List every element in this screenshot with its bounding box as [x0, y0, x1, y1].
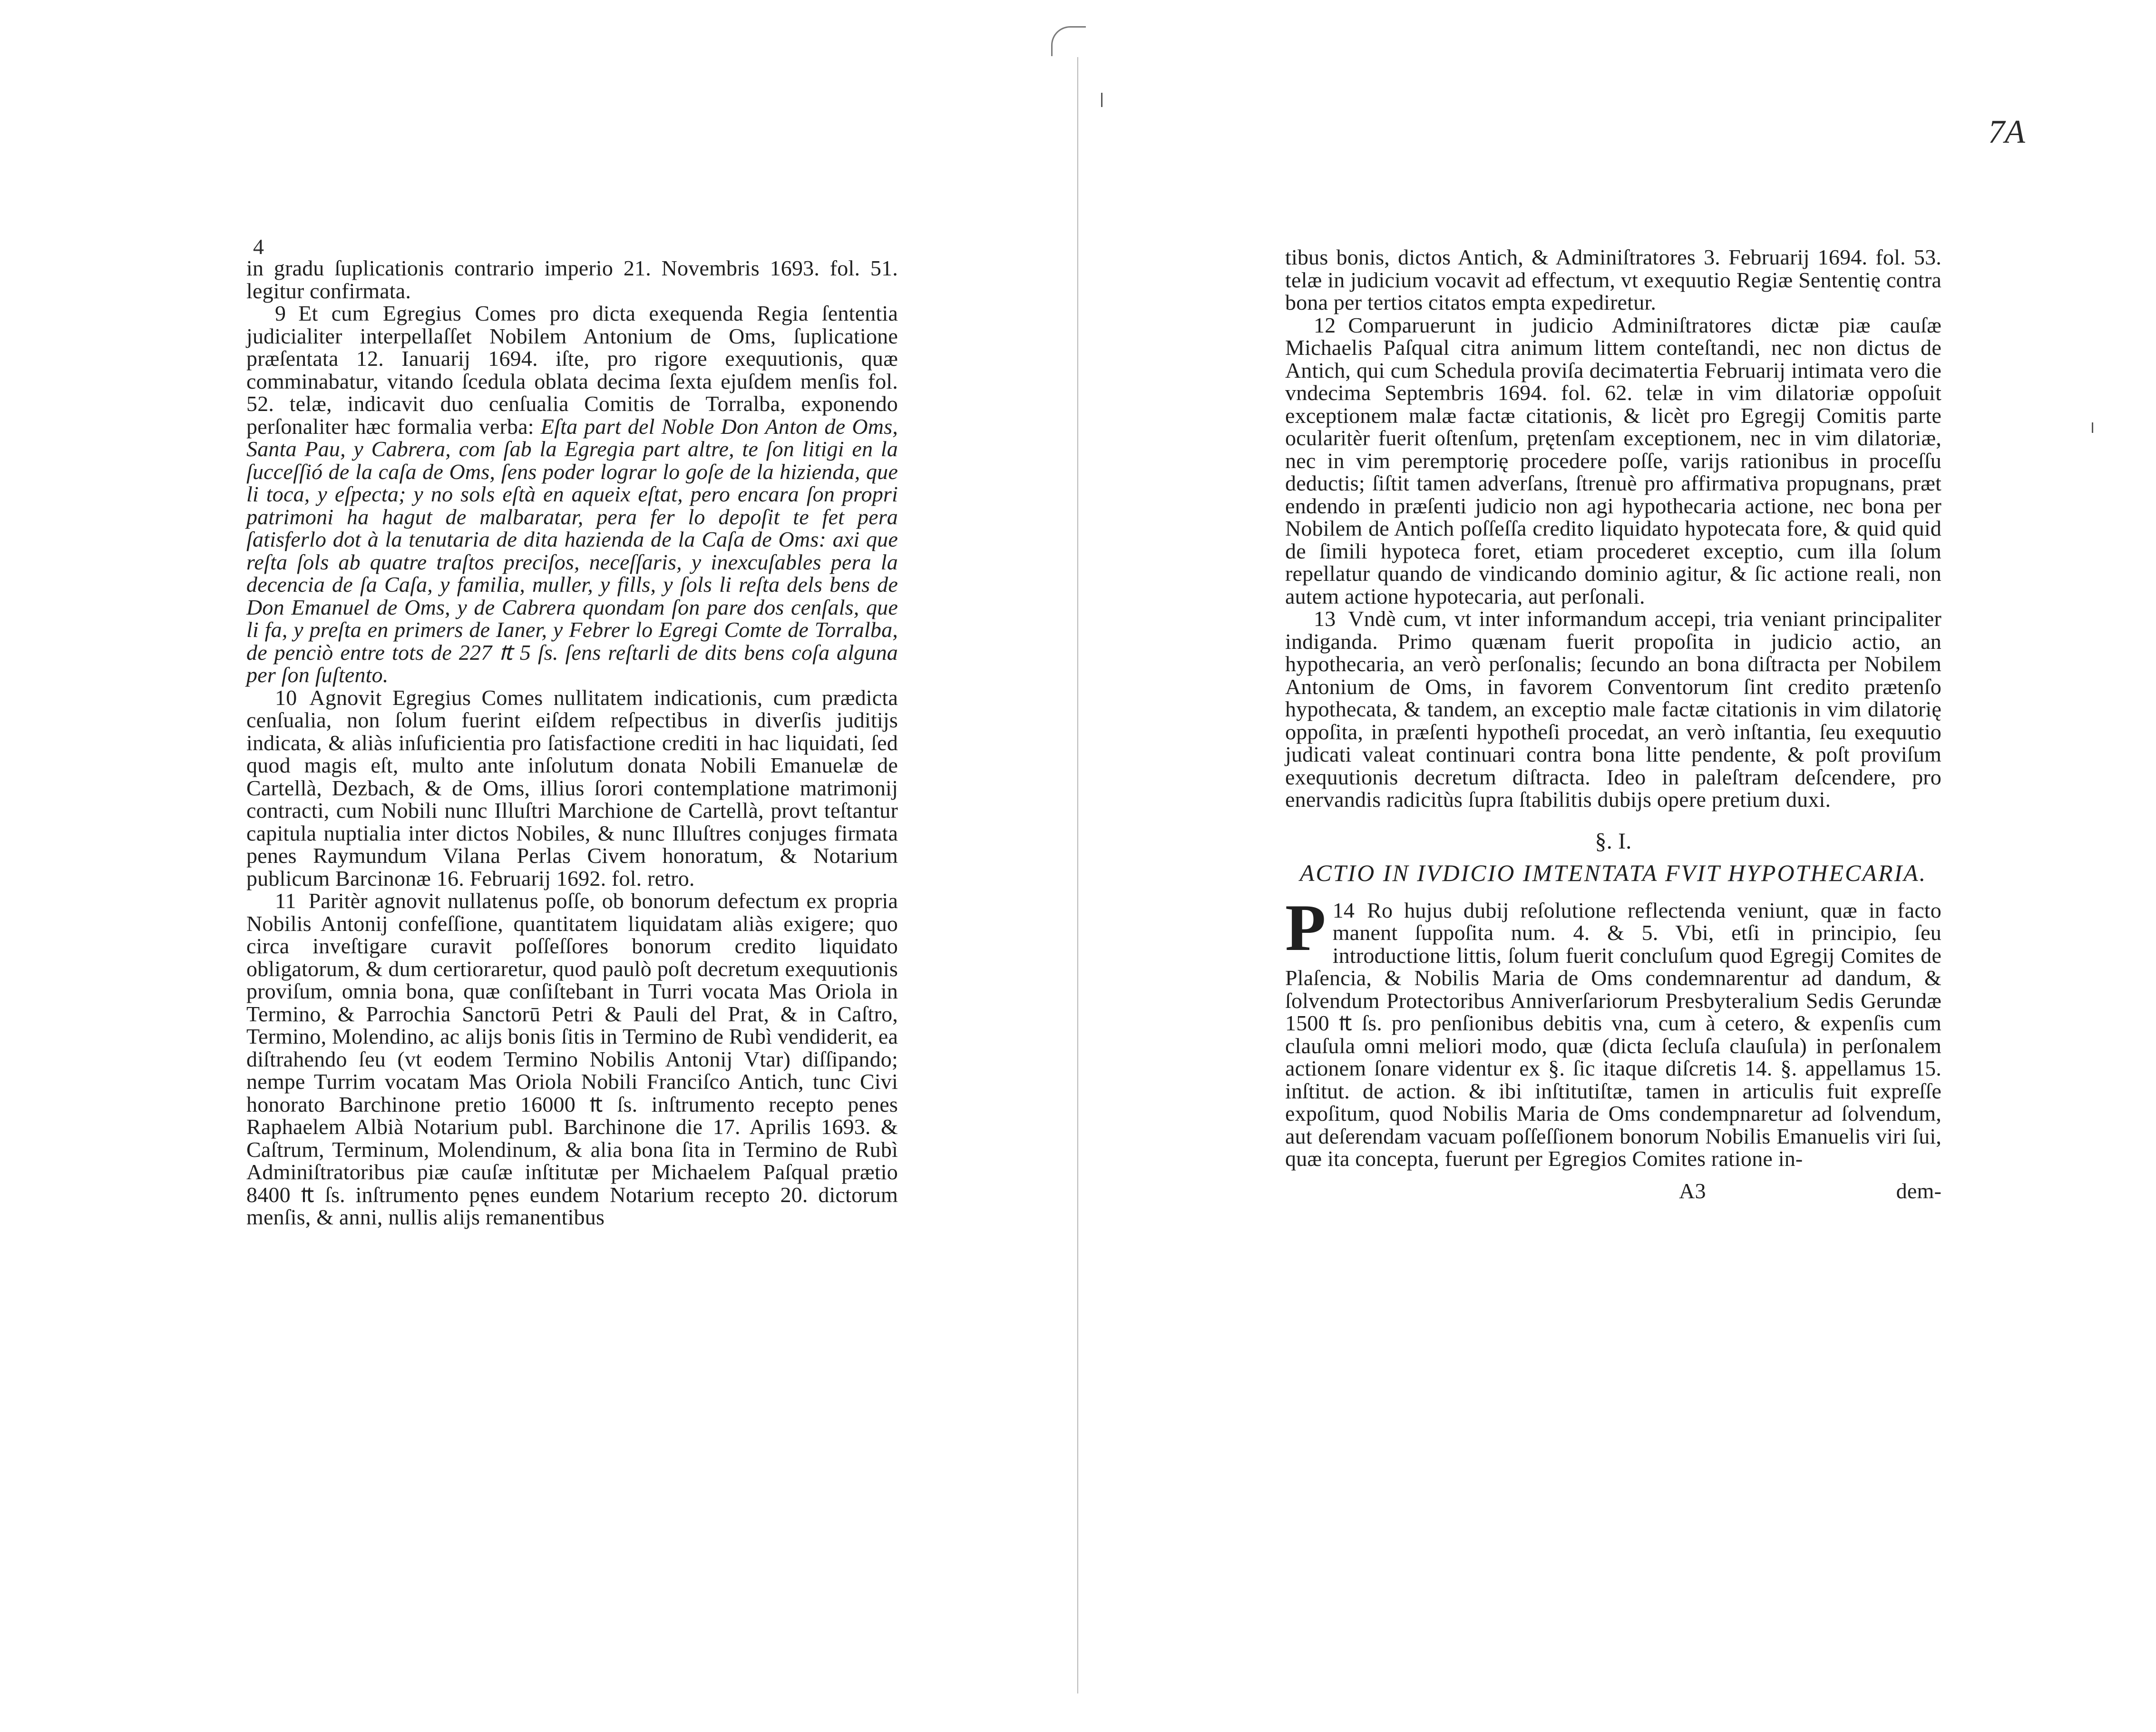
paragraph-text: Paritèr agnovit nullatenus poſſe, ob bonorum defectum ex propria Nobilis Antonij confeſſione, quantitatem liquidatam aliàs exigere; quo circa inveſtigare curavit poſſeſſores bonorum credito liquidato obligatorum, & dum certioraretur, quod paulò poſt decretum exequutionis proviſum, omnia bona, quæ conſiſtebant in Turri vocata Mas Oriola in Termino, & Parrochia Sanctorū Petri & Pauli del Prat, & in Caſtro, Termino, Molendino, ac alijs bonis ſitis in Termino de Rubì vendiderit, ea diſtrahendo ſeu (vt eodem Termino Nobilis Antonij Vtar) diſſipando; nempe Turrim vocatam Mas Oriola Nobili Franciſco Antich, tunc Civi honorato Barchinone pretio 16000 ₶ ſs. inſtrumento recepto penes Raphaelem Albià Notarium publ. Barchinone die 17. Aprilis 1693. & Caſtrum, Terminum, Molendinum, & alia bona ſita in Termino de Rubì Adminiſtratoribus piæ cauſæ inſtitutæ per Michaelem Paſqual prætio 8400 ₶ ſs. inſtrumento pęnes eundem Notarium recepto 20. dictorum menſis, & anni, nullis alijs remanentibus [246, 889, 898, 1229]
paragraph-text: tibus bonis, dictos Antich, & Adminiſtratores 3. Februarij 1694. fol. 53. telæ in judicium vocavit ad effectum, vt exequutio Regiæ Sententię contra bona per tertios citatos empta expediretur. [1285, 245, 1941, 314]
paragraph-text: Et cum Egregius Comes pro dicta exequenda Regia ſententia judicialiter interpellaſſet Nobilem Antonium de Oms, ſuplicatione præſentata 12. Ianuarij 1694. iſte, pro rigore exequutionis, quæ comminabatur, vitando ſcedula oblata decima ſexta ejuſdem menſis fol. 52. telæ, indicavit duo cenſualia Comitis de Torralba, exponendo perſonaliter hæc formalia verba: [246, 301, 898, 439]
left-page [0, 0, 1077, 1732]
right-page [1078, 0, 2156, 1732]
paragraph [246, 257, 898, 302]
section-title: ACTIO IN IVDICIO IMTENTATA FVIT HYPOTHECARIA. [1299, 860, 1927, 886]
signature-mark: A3 [1679, 1178, 1706, 1203]
quoted-catalan-text: Eſta part del Noble Don Anton de Oms, Santa Pau, y Cabrera, com ſab la Egregia part altre, te ſon litigi en la ſucceſſió de la caſa de Oms, ſens poder lograr lo goſe de la hizienda, que li toca, y eſpecta; y no sols eſtà en aqueix eſtat, pero encara ſon propri patrimoni ha hagut de malbaratar, pera fer lo depoſit te fet pera ſatisferlo dot à la tenutaria de dita hazienda de la Caſa de Oms: axi que reſta ſols ab quatre traſtos preciſos, neceſſaris, y inexcuſables pera la decencia de ſa Caſa, y familia, muller, y fills, y ſols li reſta dels bens de Don Emanuel de Oms, y de Cabrera quondam ſon pare dos cenſals, que li fa, y preſta en primers de Ianer, y Febrer lo Egregi Comte de Torralba, de penciò entre tots de 227 ₶ 5 ſs. ſens reſtarli de dits bens coſa alguna per ſon ſuſtento. [246, 414, 898, 687]
paragraph-11 [246, 890, 898, 1229]
paragraph-number: 12 [1314, 313, 1336, 337]
paragraph [1285, 246, 1941, 314]
right-text-block [1285, 246, 1941, 1202]
paragraph-number: 10 [275, 685, 297, 710]
paragraph-text: Agnovit Egregius Comes nullitatem indicationis, cum prædicta cenſualia, non ſolum fuerint eiſdem reſpectibus in diverſis juditijs indicata, & aliàs inſuficientia pro ſatisfactione crediti in hac liquidati, ſed quod magis eſt, multo ante inſolutum donata Nobili Emanuelæ de Cartellà, Dezbach, & de Oms, illius ſorori contemplatione matrimonij contracti, cum Nobili nunc Illuſtri Marchione de Cartellà, provt teſtantur capitula nuptialia inter dictos Nobiles, & nunc Illuſtres conjuges firmata penes Raymundum Vilana Perlas Civem honoratum, & Notarium publicum Barcinonæ 16. Februarij 1692. fol. retro. [246, 685, 898, 890]
paragraph-13 [1285, 607, 1941, 811]
catchword: dem- [1896, 1178, 1941, 1203]
paragraph-10 [246, 686, 898, 890]
paragraph-12 [1285, 314, 1941, 608]
paragraph-9 [246, 302, 898, 686]
paragraph-number: 11 [275, 889, 296, 913]
paragraph-text: Ro hujus dubij reſolutione reflectenda veniunt, quæ in facto manent ſuppoſita num. 4. & 5. Vbi, etſi in principio, ſeu introductione littis, ſolum fuerit concluſum quod Egregij Comites de Plaſencia, & Nobilis Maria de Oms condemnarentur ad dandum, & ſolvendum Protectoribus Anniverſariorum Presbyteralium Sedis Gerundæ 1500 ₶ ſs. pro penſionibus debitis vna, cum à cetero, & expenſis cum clauſula omni meliori modo, quæ (dicta ſecluſa clauſula) in perſonalem actionem ſonare videntur ex §. ſic itaque diſcretis 14. §. appellamus 15. inſtitut. de action. & ibi inſtitutiſtæ, tamen in articulis fuit expreſſe expoſitum, quod Nobilis Maria de Oms condempnaretur ad ſolvendum, aut deſerendam vacuam poſſeſſionem bonorum Nobilis Emanuelis viri ſui, quæ ita concepta, fuerunt per Egregios Comites ratione in- [1285, 898, 1941, 1171]
page-footer [1285, 1180, 1941, 1203]
drop-cap: P [1285, 890, 1326, 965]
left-text-block [246, 257, 898, 1229]
paragraph-number: 9 [275, 301, 286, 325]
paragraph-14 [1285, 890, 1941, 1171]
page-number: 4 [253, 235, 264, 259]
folio-mark: 7A [1988, 114, 2025, 150]
section-sign: §. I. [1595, 828, 1632, 854]
paragraph-text: in gradu ſuplicationis contrario imperio 21. Novembris 1693. fol. 51. legitur confirmata. [246, 256, 898, 303]
paragraph-text: Vndè cum, vt inter informandum accepi, tria veniant principaliter indiganda. Primo quænam fuerit propoſita in judicio actio, an hypothecaria, an verò perſonalis; ſecundo an bona diſtracta per Nobilem Antonium de Oms, in favorem Conventorum ſint credito prætenſo hypothecata, & tandem, an exceptio male factæ citationis in vim dilatorię oppoſita, in præſenti hypotheſi procedat, an verò inſtantia, ſeu exequutio judicati valeat continuari contra bona litte pendente, & poſt proviſum exequutionis decretum diſtracta. Ideo in paleſtram deſcendere, pro enervandis radicitùs ſupra ſtabilitis dubijs opere pretium duxi. [1285, 607, 1941, 812]
paragraph-number: 14 [1332, 898, 1355, 922]
paragraph-text: Comparuerunt in judicio Adminiſtratores dictæ piæ cauſæ Michaelis Paſqual citra animum littem conteſtandi, nec non dictus de Antich, qui cum Schedula proviſa decimatertia Februarij intimata vero die vndecima Septembris 1694. fol. 62. telæ in vim dilatoriæ oppoſuit exceptionem malæ factæ citationis, & licèt pro Egregij Comitis parte ocularitèr fuerit oſtenſum, prętenſam exceptionem, nec in vim dilatoriæ, nec in vim peremptorię procedere poſſe, varijs rationibus in proceſſu deductis; ſiſtit tamen adverſans, ſtrenuè pro affirmativa propugnans, præt endendo in præſenti judicio non agi hypothecaria actione, nec bona per Nobilem de Antich poſſeſſa credito liquidato hypotecata fore, & quid quid de ſimili hypoteca foret, etiam procederet exceptio, cum illa ſolum repellatur quando de vindicando dominio agitur, & ſic actione reali, non autem actione hypotecaria, aut perſonali. [1285, 313, 1941, 608]
paragraph-number: 13 [1314, 607, 1336, 631]
